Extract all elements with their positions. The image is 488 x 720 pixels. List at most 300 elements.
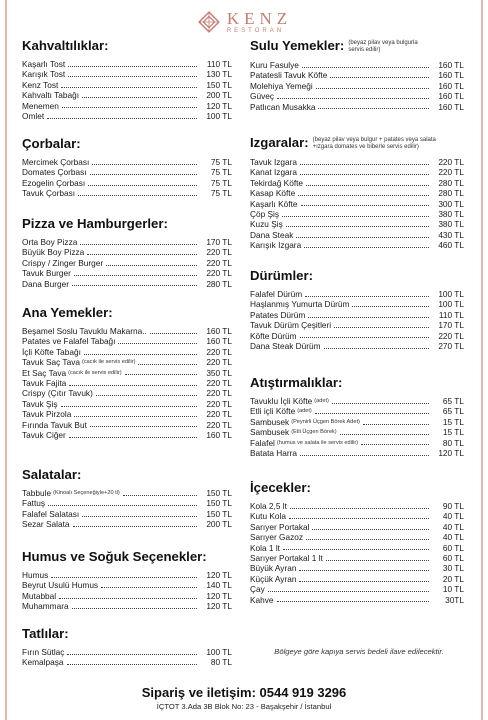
item-name: Patlıcan Musakka — [250, 101, 316, 112]
item-price: 220 TL — [206, 388, 232, 399]
service-fee-note: Bölgeye göre kapıya servis bedeli ilave edilecektir. — [274, 647, 444, 656]
dot-leader — [361, 443, 429, 445]
item-list — [22, 157, 232, 199]
item-name: Büyük Ayran — [250, 563, 297, 574]
menu-item — [250, 167, 464, 177]
item-name: Kutu Kola — [250, 511, 286, 522]
menu-section — [22, 467, 232, 530]
dot-leader — [67, 663, 197, 665]
menu-item — [22, 59, 232, 69]
section-header — [22, 549, 232, 564]
item-name: Tavuk Pirzola — [22, 409, 72, 420]
item-note: (Peynirli Üçgen Börek Adet) — [291, 418, 360, 425]
item-price: 90 TL — [442, 500, 464, 511]
item-name: Mutabbal — [22, 590, 57, 601]
menu-section — [22, 216, 232, 289]
menu-item — [250, 209, 464, 219]
menu-item — [250, 341, 464, 351]
item-name: Kola 1 lt — [250, 542, 280, 553]
item-price: 160 TL — [206, 429, 232, 440]
item-price: 220 TL — [438, 167, 464, 178]
item-price: 60 TL — [442, 542, 464, 553]
restaurant-logo — [0, 5, 488, 39]
item-name: Humus — [22, 569, 49, 580]
menu-item — [250, 157, 464, 167]
menu-item — [22, 80, 232, 90]
item-name: Crispy / Zinger Burger — [22, 257, 104, 268]
item-price: 40 TL — [442, 532, 464, 543]
dot-leader — [300, 163, 429, 165]
contact-line: Sipariş ve iletişim: 0544 919 3296 — [141, 685, 347, 700]
menu-item — [250, 240, 464, 250]
dot-leader — [286, 225, 429, 227]
dot-leader — [304, 246, 429, 248]
section-header — [22, 626, 232, 641]
dot-leader — [90, 425, 197, 427]
menu-item — [22, 488, 232, 498]
dot-leader — [300, 336, 429, 338]
dot-leader — [138, 363, 197, 365]
dot-leader — [330, 76, 429, 78]
item-price: 20 TL — [442, 573, 464, 584]
item-name: Et Saç Tava — [22, 367, 67, 378]
menu-item — [250, 406, 464, 416]
dot-leader — [306, 538, 429, 540]
item-name: Kanat Izgara — [250, 167, 298, 178]
dot-leader — [68, 65, 197, 67]
dot-leader — [62, 106, 197, 108]
item-price: 40 TL — [442, 511, 464, 522]
item-name: Beşamel Soslu Tavuklu Makarna.. — [22, 325, 147, 336]
dot-leader — [283, 548, 429, 550]
item-price: 220 TL — [206, 409, 232, 420]
item-name: Sarıyer Gazoz — [250, 532, 304, 543]
item-note: (adet) — [314, 397, 329, 404]
dot-leader — [268, 590, 429, 592]
item-note: (cacık ile servis edilir) — [81, 359, 136, 366]
kenz-emblem-icon — [196, 9, 222, 35]
item-name: Omlet — [22, 110, 45, 121]
menu-item — [22, 167, 232, 177]
menu-item — [250, 188, 464, 198]
item-price: 10 TL — [442, 584, 464, 595]
menu-item — [250, 532, 464, 542]
item-price: 100 TL — [206, 110, 232, 121]
section-note: (beyaz pilav veya bulgurla servis edilir) — [348, 40, 418, 53]
menu-item — [22, 378, 232, 388]
item-note: (cacık ile servis edilir) — [68, 369, 122, 376]
item-price: 110 TL — [438, 309, 464, 320]
item-name: Küçük Ayran — [250, 573, 297, 584]
item-price: 30 TL — [442, 563, 464, 574]
item-price: 100 TL — [438, 288, 464, 299]
dot-leader — [298, 194, 429, 196]
dot-leader — [305, 295, 429, 297]
menu-item — [22, 368, 232, 378]
item-price: 150 TL — [206, 508, 232, 519]
item-price: 160 TL — [438, 80, 464, 91]
section-title: Humus ve Soğuk Seçenekler: — [22, 549, 207, 564]
menu-item — [250, 320, 464, 330]
item-price: 220 TL — [206, 377, 232, 388]
menu-item — [250, 219, 464, 229]
menu-item — [250, 511, 464, 521]
item-price: 120 TL — [206, 601, 232, 612]
frame-right-border — [481, 0, 483, 720]
item-name: Karışık Tost — [22, 69, 66, 80]
menu-item — [22, 647, 232, 657]
dot-leader — [277, 600, 429, 602]
dot-leader — [78, 194, 197, 196]
item-name: Fattuş — [22, 498, 46, 509]
item-list — [250, 157, 464, 251]
item-name: Tavuk Ciğer — [22, 429, 66, 440]
item-price: 170 TL — [206, 236, 232, 247]
menu-item — [250, 522, 464, 532]
menu-item — [22, 601, 232, 611]
dot-leader — [61, 405, 197, 407]
dot-leader — [72, 607, 197, 609]
section-header — [250, 135, 464, 151]
item-name: Menemen — [22, 100, 59, 111]
item-name: Fırın Sütlaç — [22, 646, 65, 657]
menu-item — [250, 553, 464, 563]
dot-leader — [59, 597, 197, 599]
section-title: Izgaralar: — [250, 135, 309, 150]
menu-item — [250, 448, 464, 458]
menu-item — [22, 279, 232, 289]
dot-leader — [300, 454, 429, 456]
dot-leader — [72, 284, 197, 286]
item-list — [22, 647, 232, 668]
item-price: 270 TL — [438, 340, 464, 351]
item-price: 160 TL — [206, 325, 232, 336]
item-price: 75 TL — [210, 156, 232, 167]
item-price: 300 TL — [438, 198, 464, 209]
menu-section — [250, 268, 464, 351]
dot-leader — [277, 97, 429, 99]
dot-leader — [308, 316, 429, 318]
section-header — [22, 467, 232, 482]
item-list — [22, 59, 232, 121]
menu-section — [22, 136, 232, 199]
item-name: Molehiya Yemeği — [250, 80, 313, 91]
menu-item — [22, 326, 232, 336]
item-price: 200 TL — [206, 90, 232, 101]
section-title: Pizza ve Hamburgerler: — [22, 216, 168, 231]
section-note: (beyaz pilav veya bulgur + patates veya salata +ızgara domates ve biberle servis edilir) — [312, 137, 436, 150]
dot-leader — [289, 517, 429, 519]
item-list — [250, 501, 464, 605]
item-note: (humus ve salata ile servis edilir) — [276, 439, 359, 446]
dot-leader — [125, 373, 197, 375]
item-name: Patates ve Falafel Tabağı — [22, 336, 116, 347]
item-price: 220 TL — [206, 247, 232, 258]
brand-name: KENZ — [226, 9, 293, 28]
section-header — [250, 375, 464, 390]
section-header — [22, 216, 232, 231]
item-price: 220 TL — [206, 398, 232, 409]
menu-item — [22, 237, 232, 247]
dot-leader — [47, 117, 197, 119]
item-price: 280 TL — [206, 278, 232, 289]
menu-item — [250, 595, 464, 605]
dot-leader — [90, 173, 197, 175]
item-price: 120 TL — [206, 590, 232, 601]
menu-item — [250, 102, 464, 112]
item-price: 150 TL — [206, 487, 232, 498]
item-price: 100 TL — [438, 299, 464, 310]
item-price: 220 TL — [438, 330, 464, 341]
section-title: Ana Yemekler: — [22, 305, 113, 320]
item-price: 80 TL — [210, 657, 232, 668]
item-name: Karışık Izgara — [250, 240, 302, 251]
item-price: 220 TL — [206, 419, 232, 430]
item-name: Güveç — [250, 91, 274, 102]
item-name: Tavuk Fajita — [22, 377, 67, 388]
menu-item — [250, 584, 464, 594]
menu-section — [22, 38, 232, 121]
dot-leader — [299, 580, 429, 582]
item-name: Köfte Dürüm — [250, 330, 297, 341]
dot-leader — [67, 653, 197, 655]
dot-leader — [87, 253, 197, 255]
menu-item — [22, 420, 232, 430]
item-name: Dana Steak — [250, 229, 294, 240]
dot-leader — [306, 184, 429, 186]
menu-item — [22, 591, 232, 601]
item-note: (Kinoalı Seçeneğiyle+20 tl) — [53, 489, 120, 496]
dot-leader — [69, 436, 197, 438]
item-name: Patates Dürüm — [250, 309, 306, 320]
menu-item — [22, 258, 232, 268]
item-price: 160 TL — [438, 91, 464, 102]
item-price: 280 TL — [438, 188, 464, 199]
item-note: (adet) — [297, 408, 312, 415]
item-price: 160 TL — [438, 70, 464, 81]
dot-leader — [312, 528, 429, 530]
menu-item — [250, 60, 464, 70]
menu-item — [250, 417, 464, 427]
item-name: Çöp Şiş — [250, 208, 280, 219]
menu-section — [250, 480, 464, 605]
item-price: 150 TL — [206, 79, 232, 90]
menu-item — [22, 178, 232, 188]
item-price: 110 TL — [206, 58, 232, 69]
menu-item — [250, 81, 464, 91]
menu-item — [22, 101, 232, 111]
menu-item — [22, 509, 232, 519]
section-title: Salatalar: — [22, 467, 82, 482]
dot-leader — [324, 347, 429, 349]
item-price: 40 TL — [442, 521, 464, 532]
dot-leader — [92, 163, 197, 165]
item-price: 140 TL — [206, 580, 232, 591]
item-list — [22, 326, 232, 440]
item-name: Falafel — [250, 437, 275, 448]
menu-item — [250, 331, 464, 341]
item-price: 380 TL — [438, 208, 464, 219]
menu-item — [22, 409, 232, 419]
item-name: Tabbule — [22, 487, 52, 498]
dot-leader — [74, 274, 197, 276]
item-name: Crispy (Çıtır Tavuk) — [22, 388, 93, 399]
section-header — [250, 268, 464, 283]
dot-leader — [73, 525, 197, 527]
item-price: 160 TL — [438, 59, 464, 70]
item-price: 15 TL — [442, 416, 464, 427]
item-name: Kenz Tost — [22, 79, 59, 90]
item-name: Falafel Salatası — [22, 508, 80, 519]
menu-item — [22, 399, 232, 409]
item-price: 80 TL — [442, 437, 464, 448]
menu-item — [250, 91, 464, 101]
item-list — [22, 488, 232, 530]
item-list — [22, 570, 232, 612]
item-price: 75 TL — [210, 177, 232, 188]
item-price: 220 TL — [206, 257, 232, 268]
menu-item — [22, 357, 232, 367]
item-name: Kahvaltı Tabağı — [22, 90, 80, 101]
item-name: Kemalpaşa — [22, 657, 64, 668]
dot-leader — [61, 86, 197, 88]
item-name: Kahve — [250, 594, 274, 605]
section-header — [250, 480, 464, 495]
item-price: 160 TL — [206, 336, 232, 347]
menu-item — [22, 69, 232, 79]
dot-leader — [300, 173, 429, 175]
menu-item — [22, 430, 232, 440]
dot-leader — [352, 305, 429, 307]
menu-item — [250, 574, 464, 584]
section-title: Atıştırmalıklar: — [250, 375, 343, 390]
dot-leader — [123, 494, 197, 496]
dot-leader — [69, 384, 197, 386]
section-header — [22, 136, 232, 151]
item-price: 350 TL — [206, 367, 232, 378]
item-price: 130 TL — [206, 69, 232, 80]
section-title: Dürümler: — [250, 268, 314, 283]
item-name: Sambusek — [250, 427, 290, 438]
item-price: 75 TL — [210, 188, 232, 199]
menu-section — [22, 305, 232, 440]
dot-leader — [302, 66, 429, 68]
item-name: Batata Harra — [250, 447, 298, 458]
item-name: Fırında Tavuk But — [22, 419, 87, 430]
menu-item — [250, 427, 464, 437]
item-name: Falafel Dürüm — [250, 288, 303, 299]
menu-item — [250, 299, 464, 309]
item-name: Tavuk Çorbası — [22, 188, 76, 199]
dot-leader — [326, 559, 429, 561]
menu-item — [250, 70, 464, 80]
item-price: 170 TL — [438, 320, 464, 331]
menu-section — [250, 38, 464, 112]
item-name: Kuru Fasulye — [250, 59, 299, 70]
item-name: Orta Boy Pizza — [22, 236, 78, 247]
section-header — [250, 38, 464, 54]
menu-section — [22, 549, 232, 612]
item-name: Kuzu Şiş — [250, 219, 283, 230]
section-title: Çorbalar: — [22, 136, 81, 151]
item-list — [250, 60, 464, 112]
item-name: Kola 2,5 lt — [250, 500, 287, 511]
item-price: 200 TL — [206, 519, 232, 530]
section-title: Sulu Yemekler: — [250, 38, 345, 53]
item-name: İçli Köfte Tabağı — [22, 346, 81, 357]
section-title: Kahvaltılıklar: — [22, 38, 109, 53]
dot-leader — [74, 415, 197, 417]
item-name: Sarıyer Portakal — [250, 521, 310, 532]
item-name: Tavuklu İçli Köfte — [250, 395, 313, 406]
item-price: 65 TL — [442, 395, 464, 406]
dot-leader — [84, 353, 197, 355]
dot-leader — [88, 184, 197, 186]
dot-leader — [315, 412, 429, 414]
item-name: Sambusek — [250, 416, 290, 427]
item-name: Sarıyer Portakal 1 lt — [250, 552, 323, 563]
section-header — [22, 38, 232, 53]
menu-item — [250, 543, 464, 553]
menu-item — [22, 498, 232, 508]
menu-item — [22, 336, 232, 346]
dot-leader — [363, 423, 429, 425]
menu-section — [22, 626, 232, 668]
frame-left-border — [5, 0, 7, 720]
item-name: Tavuk Şiş — [22, 398, 58, 409]
menu-item — [250, 178, 464, 188]
item-note: (Etli Üçgen Börek) — [291, 429, 337, 436]
menu-item — [22, 268, 232, 278]
item-price: 220 TL — [206, 268, 232, 279]
item-price: 120 TL — [438, 447, 464, 458]
item-price: 120 TL — [206, 569, 232, 580]
item-name: Muhammara — [22, 601, 69, 612]
menu-item — [22, 90, 232, 100]
dot-leader — [318, 107, 429, 109]
item-name: Çay — [250, 584, 265, 595]
menu-item — [22, 247, 232, 257]
item-price: 100 TL — [206, 646, 232, 657]
menu-item — [22, 580, 232, 590]
menu-item — [250, 199, 464, 209]
menu-item — [22, 570, 232, 580]
item-name: Kaşarlı Tost — [22, 58, 66, 69]
dot-leader — [82, 515, 197, 517]
item-price: 65 TL — [442, 406, 464, 417]
item-list — [250, 396, 464, 458]
item-name: Domates Çorbası — [22, 167, 87, 178]
dot-leader — [290, 507, 429, 509]
item-name: Haşlanmış Yumurta Dürüm — [250, 299, 350, 310]
item-name: Ezogelin Çorbası — [22, 177, 86, 188]
dot-leader — [282, 215, 429, 217]
menu-item — [22, 111, 232, 121]
item-price: 160 TL — [438, 101, 464, 112]
item-price: 75 TL — [210, 167, 232, 178]
item-price: 15 TL — [442, 427, 464, 438]
menu-item — [250, 396, 464, 406]
item-price: 460 TL — [438, 240, 464, 251]
item-price: 280 TL — [438, 177, 464, 188]
item-name: Tavuk Burger — [22, 268, 71, 279]
menu-item — [22, 388, 232, 398]
dot-leader — [82, 96, 197, 98]
menu-item — [22, 519, 232, 529]
menu-item — [250, 289, 464, 299]
dot-leader — [80, 243, 197, 245]
menu-item — [250, 230, 464, 240]
